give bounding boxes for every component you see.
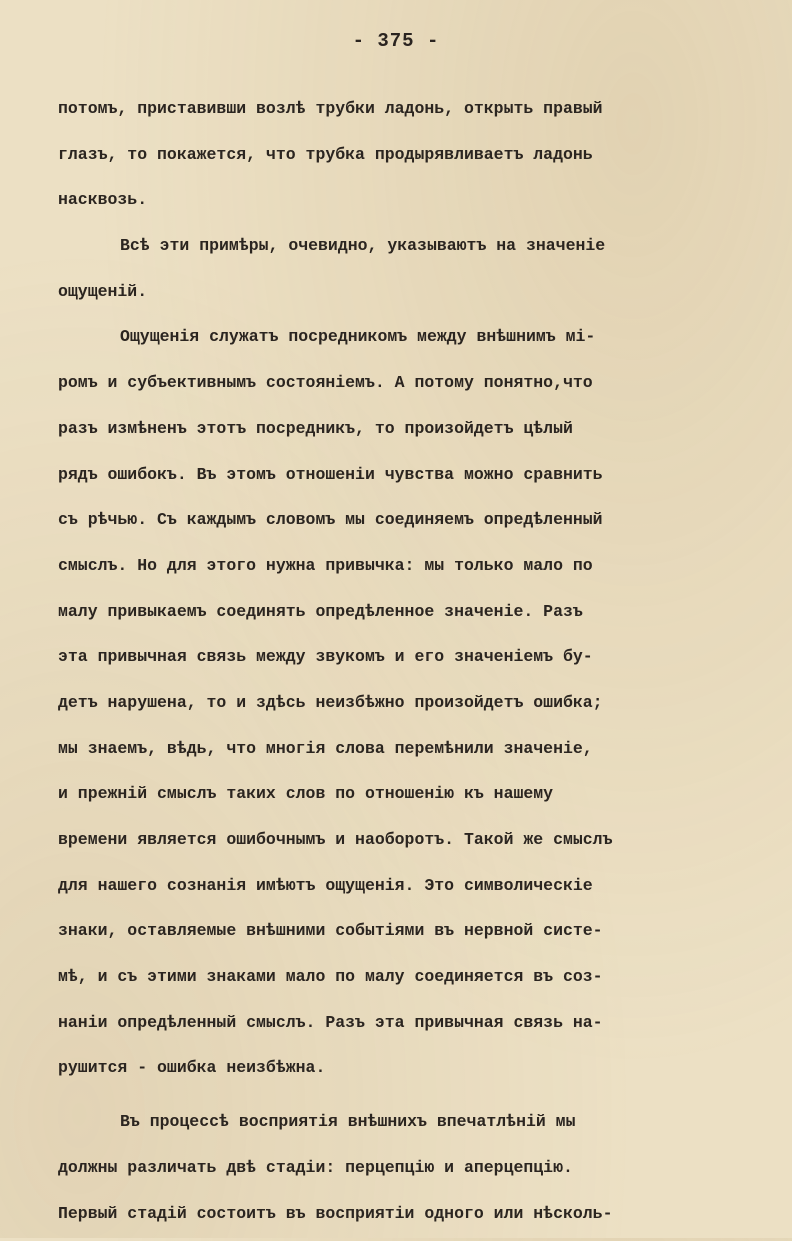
text-line: глазъ, то покажется, что трубка продырявливаетъ ладонь (58, 137, 773, 183)
text-line: наніи опредѣленный смыслъ. Разъ эта привычная связь на- (58, 1005, 773, 1051)
text-line: потомъ, приставивши возлѣ трубки ладонь, открыть правый (58, 91, 773, 137)
text-line: ромъ и субъективнымъ состояніемъ. А потому понятно,что (58, 365, 773, 411)
text-line: съ рѣчью. Съ каждымъ словомъ мы соединяемъ опредѣленный (58, 502, 773, 548)
paragraph-start-line: Въ процессѣ восприятія внѣшнихъ впечатлѣній мы (58, 1104, 773, 1150)
text-line: рядъ ошибокъ. Въ этомъ отношеніи чувства можно сравнить (58, 457, 773, 503)
text-line: рушится - ошибка неизбѣжна. (58, 1050, 773, 1096)
text-line: мѣ, и съ этими знаками мало по малу соединяется въ соз- (58, 959, 773, 1005)
paragraph-start-line: Всѣ эти примѣры, очевидно, указываютъ на значеніе (58, 228, 773, 274)
text-line: малу привыкаемъ соединять опредѣленное значеніе. Разъ (58, 594, 773, 640)
text-line: знаки, оставляемые внѣшними событіями въ нервной систе- (58, 913, 773, 959)
text-line: смыслъ. Но для этого нужна привычка: мы только мало по (58, 548, 773, 594)
page-number: - 375 - (0, 30, 792, 52)
text-line: должны различать двѣ стадіи: перцепцію и аперцепцію. (58, 1150, 773, 1196)
text-line: разъ измѣненъ этотъ посредникъ, то произойдетъ цѣлый (58, 411, 773, 457)
text-line: детъ нарушена, то и здѣсь неизбѣжно произойдетъ ошибка; (58, 685, 773, 731)
body-text (58, 91, 773, 1241)
text-line: времени является ошибочнымъ и наоборотъ. Такой же смыслъ (58, 822, 773, 868)
text-line: эта привычная связь между звукомъ и его значеніемъ бу- (58, 639, 773, 685)
text-line: ощущеній. (58, 274, 773, 320)
text-line: Первый стадій состоитъ въ восприятіи одного или нѣсколь- (58, 1196, 773, 1241)
paragraph-start-line: Ощущенія служатъ посредникомъ между внѣшнимъ мі- (58, 319, 773, 365)
text-line: для нашего сознанія имѣютъ ощущенія. Это символическіе (58, 868, 773, 914)
text-line: насквозь. (58, 182, 773, 228)
text-line: мы знаемъ, вѣдь, что многія слова перемѣнили значеніе, (58, 731, 773, 777)
text-line: и прежній смыслъ таких слов по отношенію къ нашему (58, 776, 773, 822)
